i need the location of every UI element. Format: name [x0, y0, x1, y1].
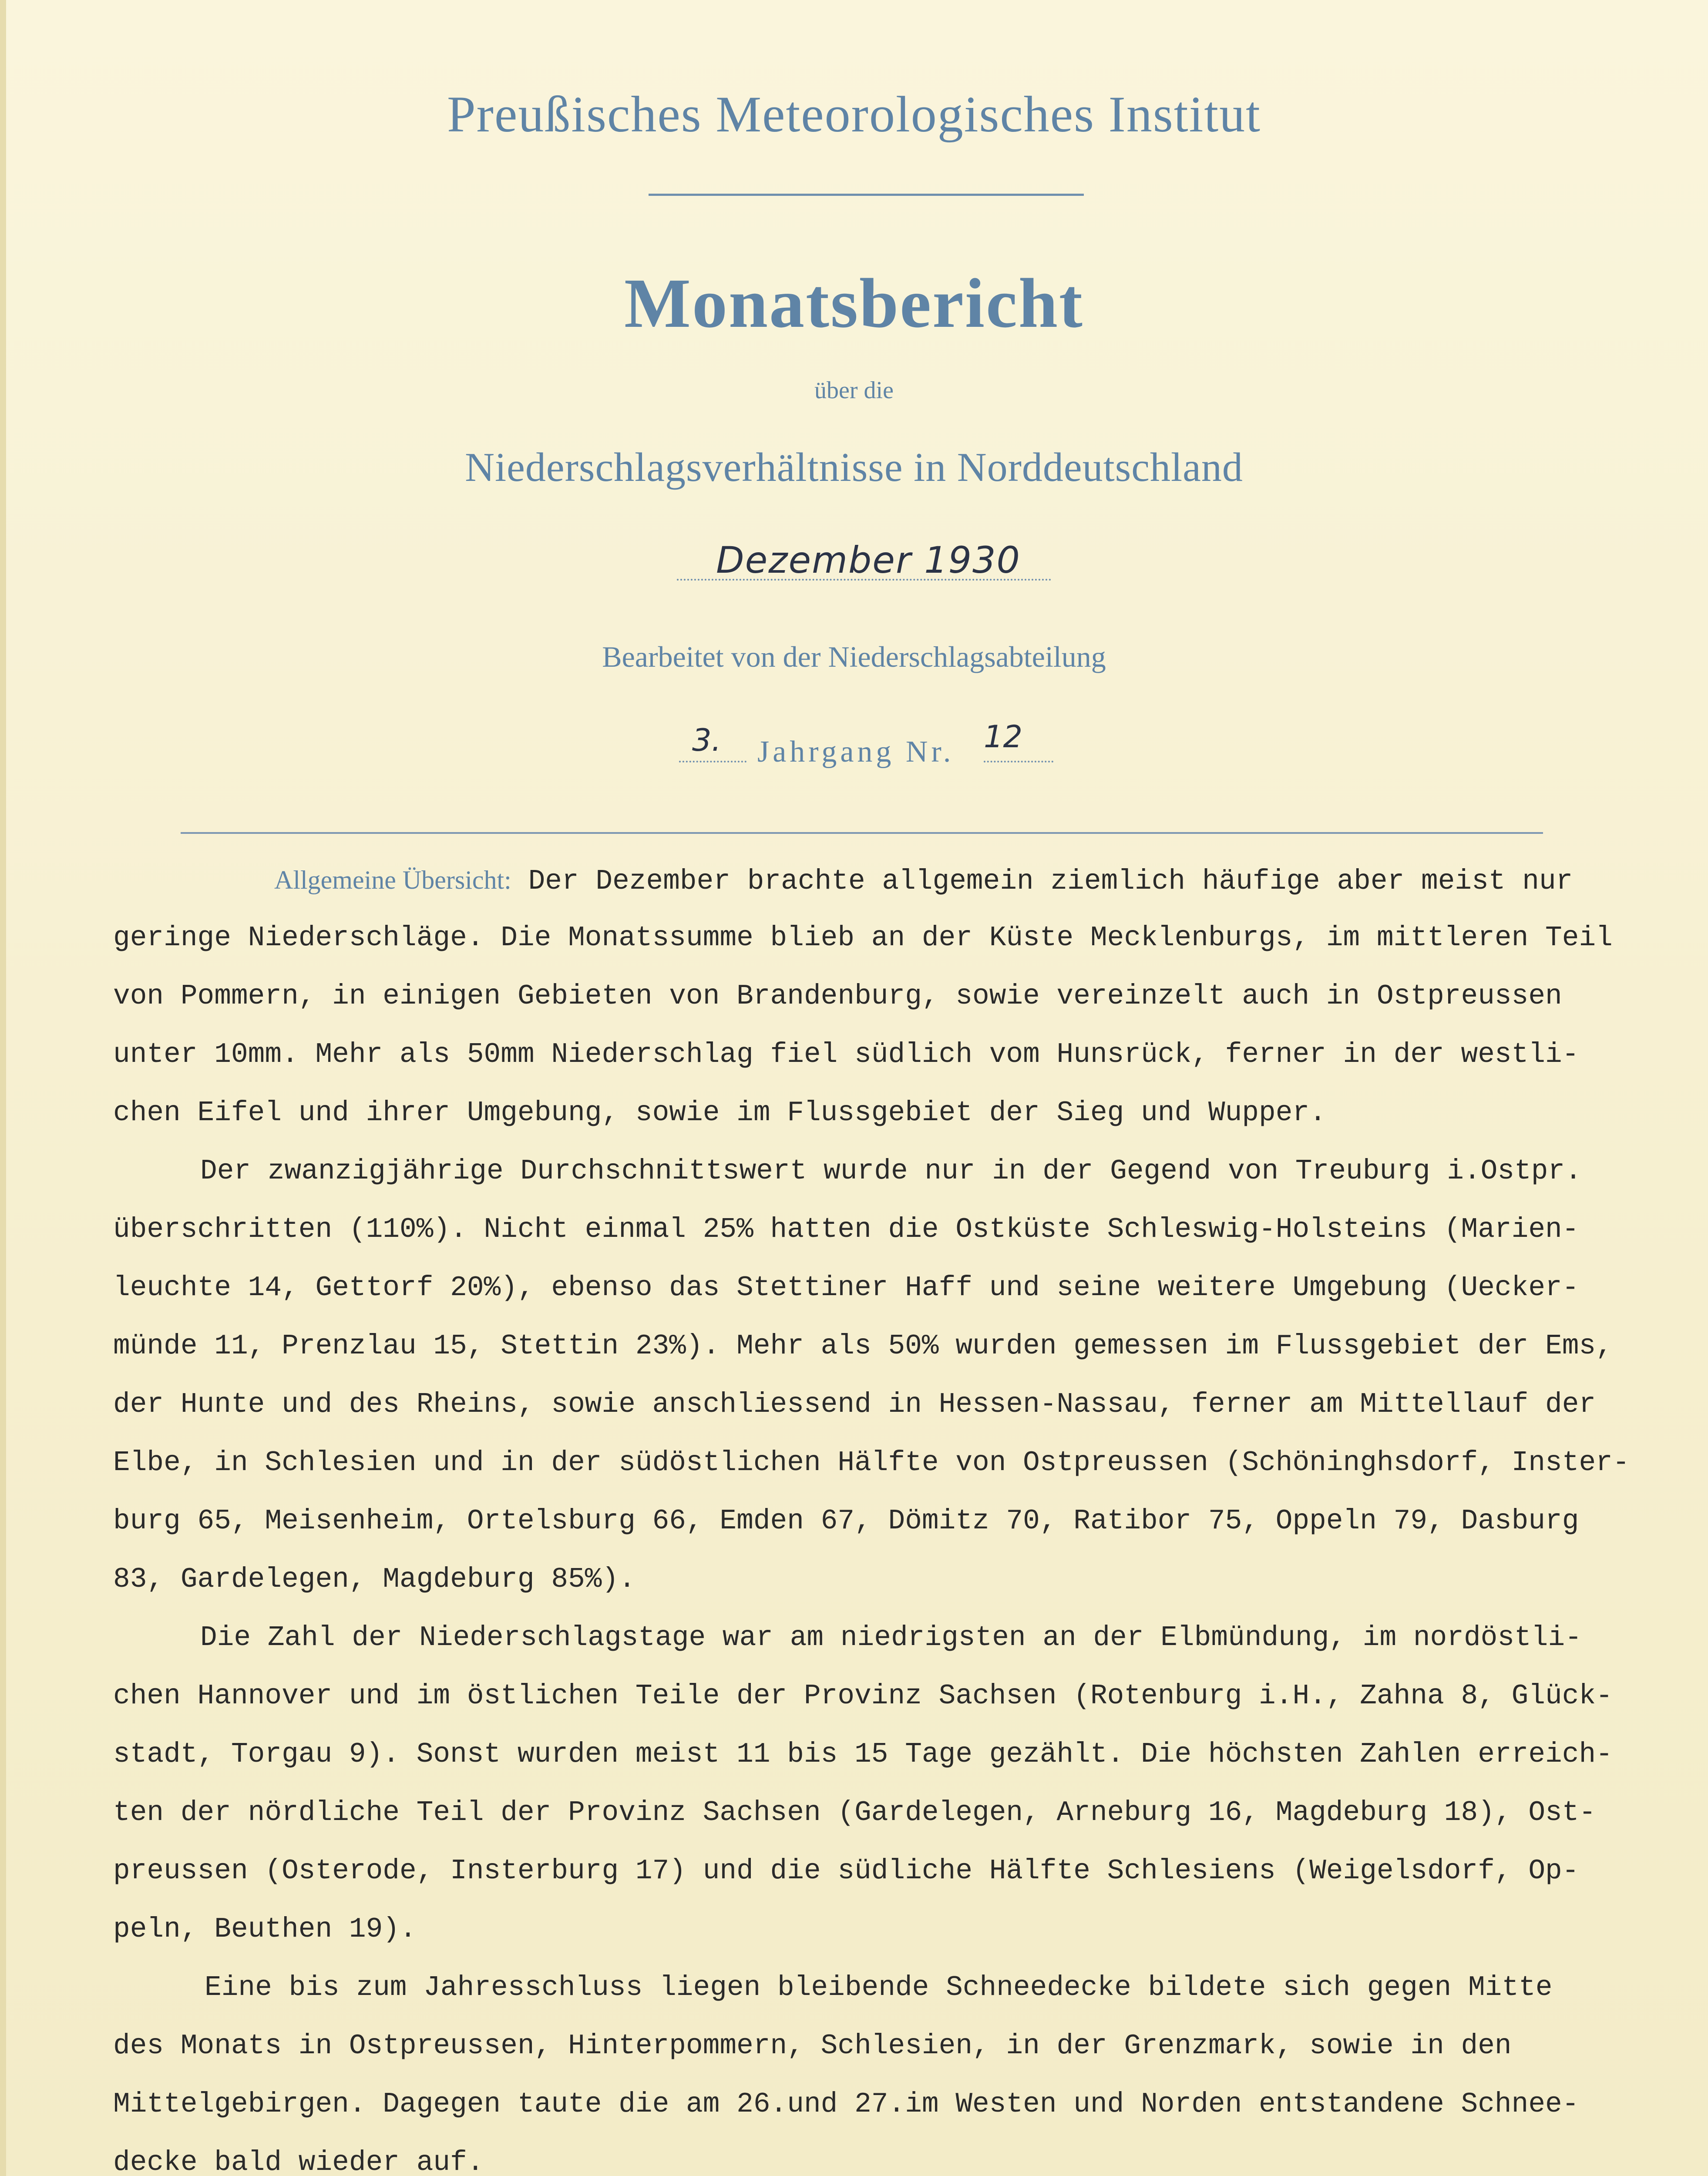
body-line: Mittelgebirgen. Dagegen taute die am 26.und 27.im Westen und Norden entstandene Schnee- [113, 2089, 1579, 2120]
issue-underline [984, 761, 1053, 762]
jahrgang-label: Jahrgang Nr. [757, 735, 955, 769]
body-line-text: Der Dezember brachte allgemein ziemlich häufige aber meist nur [528, 866, 1573, 897]
divider-short [649, 194, 1084, 196]
divider-long [181, 832, 1543, 834]
body-line: Eine bis zum Jahresschluss liegen bleibende Schneedecke bildete sich gegen Mitte [205, 1972, 1553, 2004]
body-line: decke bald wieder auf. [113, 2147, 484, 2176]
ueber-die-text: über die [814, 377, 894, 404]
body-line: chen Hannover und im östlichen Teile der Provinz Sachsen (Rotenburg i.H., Zahna 8, Glück- [113, 1680, 1613, 1712]
institute-name: Preußisches Meteorologisches Institut [447, 86, 1261, 143]
body-line: münde 11, Prenzlau 15, Stettin 23%). Mehr als 50% wurden gemessen im Flussgebiet der Ems, [113, 1330, 1613, 1362]
body-line: leuchte 14, Gettorf 20%), ebenso das Stettiner Haff und seine weitere Umgebung (Uecker- [113, 1272, 1579, 1304]
body-line: unter 10mm. Mehr als 50mm Niederschlag fiel südlich vom Hunsrück, ferner in der westli- [113, 1039, 1579, 1071]
bearbeitet-line: Bearbeitet von der Niederschlagsabteilung [602, 640, 1106, 673]
body-line: burg 65, Meisenheim, Ortelsburg 66, Emden 67, Dömitz 70, Ratibor 75, Oppeln 79, Dasburg [113, 1505, 1579, 1537]
body-line: chen Eifel und ihrer Umgebung, sowie im Flussgebiet der Sieg und Wupper. [113, 1097, 1326, 1129]
report-title: Monatsbericht [624, 265, 1084, 343]
body-line: Die Zahl der Niederschlagstage war am niedrigsten an der Elbmündung, im nordöstli- [200, 1622, 1582, 1654]
jahrgang-row [679, 719, 1053, 769]
report-body [113, 851, 1663, 2176]
body-line: peln, Beuthen 19). [113, 1914, 417, 1945]
body-line: stadt, Torgau 9). Sonst wurden meist 11 bis 15 Tage gezählt. Die höchsten Zahlen erreich- [113, 1739, 1613, 1770]
body-line: der Hunte und des Rheins, sowie anschliessend in Hessen-Nassau, ferner am Mittellauf der [113, 1389, 1596, 1420]
issue-number: 12 [984, 719, 1023, 755]
body-line: des Monats in Ostpreussen, Hinterpommern, Schlesien, in der Grenzmark, sowie in den [113, 2030, 1512, 2062]
jahrgang-underline [679, 761, 746, 762]
report-subtitle: Niederschlagsverhältnisse in Norddeutschland [465, 445, 1243, 490]
month-handwritten: Dezember 1930 [716, 539, 1021, 581]
body-line: ten der nördliche Teil der Provinz Sachsen (Gardelegen, Arneburg 16, Magdeburg 18), Ost- [113, 1797, 1596, 1829]
body-line: preussen (Osterode, Insterburg 17) und die südliche Hälfte Schlesiens (Weigelsdorf, Op- [113, 1855, 1579, 1887]
body-line: Der zwanzigjährige Durchschnittswert wurde nur in der Gegend von Treuburg i.Ostpr. [200, 1155, 1582, 1187]
body-line [113, 851, 1663, 909]
section-label: Allgemeine Übersicht: [274, 866, 511, 894]
jahrgang-number: 3. [692, 722, 721, 758]
body-line: überschritten (110%). Nicht einmal 25% hatten die Ostküste Schleswig-Holsteins (Marien- [113, 1214, 1579, 1246]
body-line: von Pommern, in einigen Gebieten von Brandenburg, sowie vereinzelt auch in Ostpreussen [113, 981, 1562, 1012]
body-line: 83, Gardelegen, Magdeburg 85%). [113, 1564, 635, 1595]
body-line: geringe Niederschläge. Die Monatssumme blieb an der Küste Mecklenburgs, im mittleren Teil [113, 922, 1613, 954]
body-line: Elbe, in Schlesien und in der südöstlichen Hälfte von Ostpreussen (Schöninghsdorf, Inster- [113, 1447, 1630, 1479]
